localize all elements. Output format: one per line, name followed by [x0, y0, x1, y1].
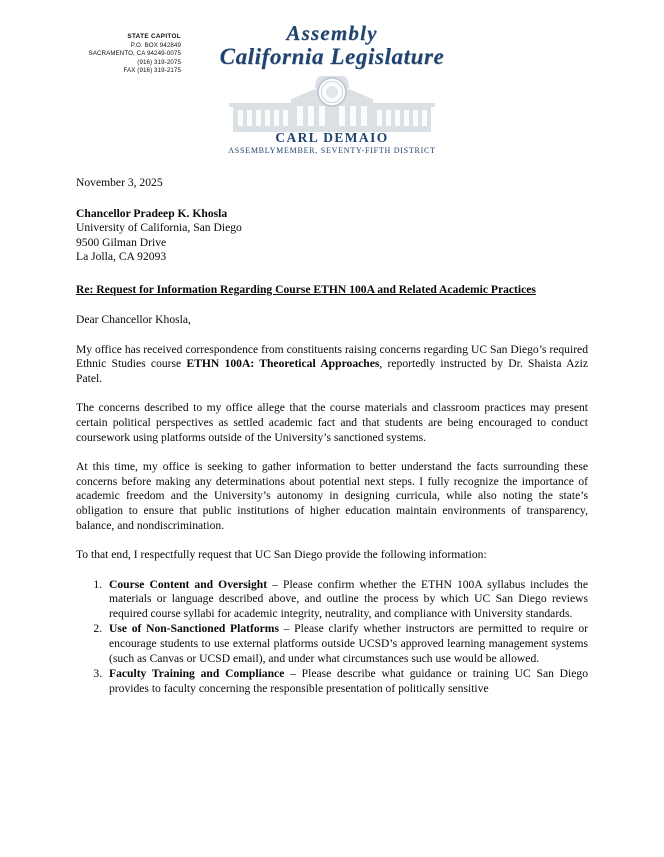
request-item-title: Faculty Training and Compliance	[109, 667, 285, 681]
address-phone: (916) 319-2075	[137, 58, 181, 66]
recipient-org: University of California, San Diego	[76, 221, 242, 235]
paragraph-text: At this time, my office is seeking to gather information to better understand the facts surrounding these concerns before making any determinations about potential next steps. I fully recognize the importance of academic freedom and the University’s autonomy in designing curricula, while also noting the state’s obligation to ensure that public institutions of higher education maintain environments of transparency, balance, and nondiscrimination.	[76, 460, 588, 532]
request-item	[105, 622, 588, 666]
capitol-seal-area	[0, 76, 664, 134]
letter-paragraph	[76, 343, 588, 387]
request-item-body: – Please clarify whether instructors are permitted to require or encourage students to use external platforms outside UCSD’s approved learning management systems (such as Canvas or UCSD email), and under what circumstances such use would be allowed.	[109, 622, 588, 665]
letter-subject-line: Re: Request for Information Regarding Course ETHN 100A and Related Academic Practices	[76, 282, 536, 296]
letterhead	[0, 0, 664, 160]
address-state-capitol: STATE CAPITOL	[127, 33, 181, 40]
letter-paragraph	[76, 401, 588, 445]
request-item	[105, 578, 588, 622]
paragraph-text: The concerns described to my office allege that the course materials and classroom practices may present certain political perspectives as settled academic fact and that students are being encouraged to conduct coursework using platforms outside of the University’s sanctioned systems.	[76, 401, 588, 444]
paragraph-text: , reportedly instructed by Dr. Shaista Aziz Patel.	[76, 357, 589, 385]
request-item-body: – Please confirm whether the ETHN 100A syllabus includes the materials or language described above, and outline the process by which UC San Diego reviews required course syllabi for academic integrity, neutrality, and compliance with University standards.	[109, 577, 588, 620]
letter-paragraphs	[76, 343, 588, 563]
recipient-address-block	[76, 207, 588, 265]
letter-body	[76, 176, 588, 697]
paragraph-text: My office has received correspondence from constituents raising concerns regarding UC San Diego’s required Ethnic Studies course	[76, 342, 588, 371]
request-item-title: Course Content and Oversight	[109, 577, 268, 591]
masthead	[0, 22, 664, 70]
address-fax: FAX (916) 319-2175	[123, 67, 181, 75]
masthead-assembly: Assembly	[286, 21, 378, 45]
letter-paragraph	[76, 460, 588, 533]
masthead-california-legislature: California Legislature	[219, 44, 445, 69]
member-name: CARL DEMAIO	[275, 130, 389, 145]
letter-date: November 3, 2025	[76, 176, 163, 189]
paragraph-text: To that end, I respectfully request that UC San Diego provide the following information:	[76, 548, 487, 562]
address-po-box: P.O. BOX 942849	[130, 41, 181, 49]
request-item-title: Use of Non-Sanctioned Platforms	[109, 622, 279, 636]
recipient-street: 9500 Gilman Drive	[76, 235, 167, 249]
request-item-body: – Please describe what guidance or training UC San Diego provides to faculty concerning the responsible presentation of politically sensitive	[109, 667, 588, 695]
state-seal-icon	[318, 78, 346, 106]
address-city-state-zip: SACRAMENTO, CA 94249-0075	[88, 50, 181, 58]
course-name-emphasis: ETHN 100A: Theoretical Approaches	[186, 357, 380, 371]
member-title: ASSEMBLYMEMBER, SEVENTY-FIFTH DISTRICT	[228, 146, 436, 155]
letter-paragraph	[76, 548, 588, 563]
recipient-name: Chancellor Pradeep K. Khosla	[76, 206, 228, 220]
information-request-list	[76, 578, 588, 697]
request-item	[105, 667, 588, 696]
recipient-city-state-zip: La Jolla, CA 92093	[76, 250, 167, 264]
letter-salutation: Dear Chancellor Khosla,	[76, 312, 191, 326]
california-state-capitol-icon	[227, 76, 437, 134]
